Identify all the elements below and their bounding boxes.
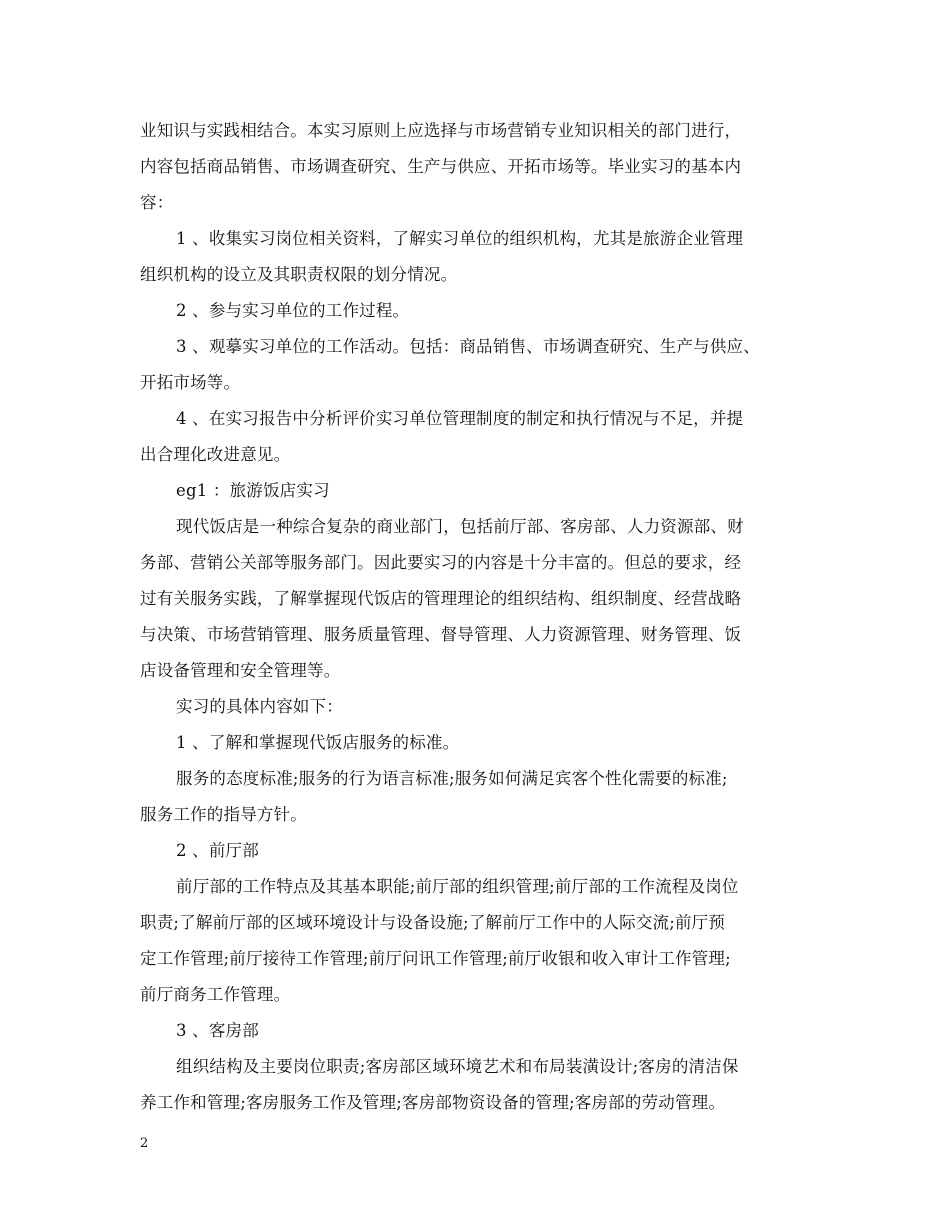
document-body (140, 113, 820, 1121)
text-line: 组织结构及主要岗位职责;客房部区域环境艺术和布局装潢设计;客房的清洁保 (176, 1057, 739, 1076)
text-line: 服务的态度标准;服务的行为语言标准;服务如何满足宾客个性化需要的标准; (176, 769, 728, 788)
text-line: 4 、在实习报告中分析评价实习单位管理制度的制定和执行情况与不足，并提 (176, 409, 744, 428)
text-line: 容： (140, 193, 174, 212)
text-line: 组织机构的设立及其职责权限的划分情况。 (140, 265, 458, 284)
text-line: 定工作管理;前厅接待工作管理;前厅问讯工作管理;前厅收银和收入审计工作管理; (140, 949, 731, 968)
text-line: 2 、前厅部 (176, 841, 259, 860)
text-line: 务部、营销公关部等服务部门。因此要实习的内容是十分丰富的。但总的要求，经 (140, 553, 742, 572)
page-number: 2 (140, 1136, 149, 1151)
text-line: 职责;了解前厅部的区域环境设计与设备设施;了解前厅工作中的人际交流;前厅预 (140, 913, 726, 932)
text-line: 实习的具体内容如下： (176, 697, 343, 716)
text-line: 3 、观摹实习单位的工作活动。包括：商品销售、市场调查研究、生产与供应、 (176, 337, 760, 356)
text-line: 店设备管理和安全管理等。 (140, 661, 341, 680)
text-line: 前厅部的工作特点及其基本职能;前厅部的组织管理;前厅部的工作流程及岗位 (176, 877, 739, 896)
text-line: 1 、了解和掌握现代饭店服务的标准。 (176, 733, 460, 752)
text-line: 现代饭店是一种综合复杂的商业部门，包括前厅部、客房部、人力资源部、财 (176, 517, 744, 536)
text-line: 3 、客房部 (176, 1021, 259, 1040)
text-line: 开拓市场等。 (140, 373, 241, 392)
text-line: 业知识与实践相结合。本实习原则上应选择与市场营销专业知识相关的部门进行， (140, 121, 742, 140)
text-line: 服务工作的指导方针。 (140, 805, 307, 824)
text-line: 1 、收集实习岗位相关资料，了解实习单位的组织机构，尤其是旅游企业管理 (176, 229, 744, 248)
text-line: eg1 ：旅游饭店实习 (176, 481, 330, 500)
text-line: 内容包括商品销售、市场调查研究、生产与供应、开拓市场等。毕业实习的基本内 (140, 157, 742, 176)
text-line: 2 、参与实习单位的工作过程。 (176, 301, 410, 320)
text-line: 前厅商务工作管理。 (140, 985, 291, 1004)
text-line: 养工作和管理;客房服务工作及管理;客房部物资设备的管理;客房部的劳动管理。 (140, 1093, 726, 1112)
text-line: 出合理化改进意见。 (140, 445, 291, 464)
text-line: 过有关服务实践，了解掌握现代饭店的管理理论的组织结构、组织制度、经营战略 (140, 589, 742, 608)
text-line: 与决策、市场营销管理、服务质量管理、督导管理、人力资源管理、财务管理、饭 (140, 625, 742, 644)
